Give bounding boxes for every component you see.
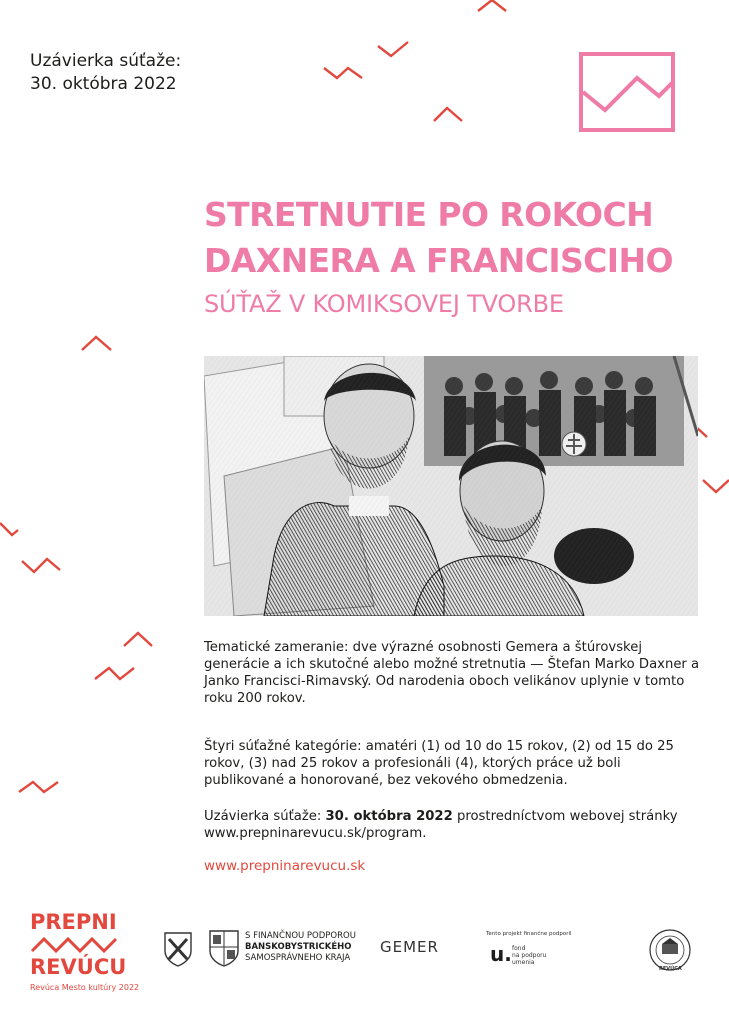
fpu-line-2: na podporu [512,952,547,959]
fpu-note: Tento projekt finančne podporil [486,931,572,937]
fpu-logo-u: u. [490,942,512,966]
hero-illustration [204,356,698,616]
chevron-left-mid [82,337,111,350]
zigzag-upper-1 [378,42,408,56]
website-link[interactable]: www.prepninarevucu.sk [204,858,366,874]
categories-paragraph: Štyri súťažné kategórie: amatéri (1) od 10 do 15 rokov, (2) od 15 do 25 rokov, (3) nad 25 rokov a profesionáli (4), ktorých práce už boli publikované a honorované, bez vekového obmedzenia. [204,739,674,788]
zigzag-left-2 [95,668,134,679]
deadline-top-label: Uzávierka súťaže: [30,51,182,71]
page-subtitle: SÚŤAŽ V KOMIKSOVEJ TVORBE [204,290,564,318]
gemer-logo-text: GEMER [380,938,439,956]
thematic-focus-paragraph: Tematické zameranie: dve výrazné osobnosti Gemera a štúrovskej generácie a ich skutočné alebo možné stretnutia — Štefan Marko Daxner a Janko Francisci-Rimavský. Od narodenia oboch velikánov uplynie v tomto roku 200 rokov. [204,640,700,706]
deadline-paragraph [204,808,704,842]
chevron-left-edge [0,523,18,535]
page-title-line-2: DAXNERA A FRANCISCIHO [204,241,673,280]
zigzag-upper-2 [324,68,362,78]
bbsk-line-2: BANSKOBYSTRICKÉHO [245,942,352,952]
deadline-prefix: Uzávierka súťaže: [204,809,326,824]
deadline-date-bold: 30. októbra 2022 [325,809,453,824]
zigzag-left-3 [19,782,58,792]
zigzag-left-1 [22,559,60,572]
engraved-portraits-illustration [204,356,698,616]
logo-prepni-text: PREPNI [30,910,117,934]
deadline-top [30,50,181,96]
fpu-line-3: umenia [512,959,535,966]
bbsk-line-1: S FINANČNOU PODPOROU [245,931,356,941]
chevron-left-2 [124,633,152,646]
zigzag-top-center [478,0,506,11]
deadline-top-date: 30. októbra 2022 [30,74,177,94]
bbsk-line-3: SAMOSPRÁVNEHO KRAJA [245,953,351,963]
envelope-icon [579,52,677,132]
page-title-line-1: STRETNUTIE PO ROKOCH [204,195,654,234]
zigzag-right-2 [703,480,729,492]
logo-city-tagline: Revúca Mesto kultúry 2022 [30,983,140,992]
bbsk-sponsor-text [245,931,356,964]
fpu-name [512,945,546,966]
chevron-upper [434,108,462,121]
logo-revucu-text: REVÚCU [30,955,127,979]
logo-zigzag-icon [30,935,120,953]
deadline-suffix: prostredníctvom webovej stránky www.prepninarevucu.sk/program. [204,809,678,841]
fpu-line-1: fond [512,945,526,952]
bbsk-coat-of-arms-icon [208,929,240,967]
seal-label: REVÚCA [659,966,682,972]
revuca-coat-of-arms-icon [163,931,193,967]
